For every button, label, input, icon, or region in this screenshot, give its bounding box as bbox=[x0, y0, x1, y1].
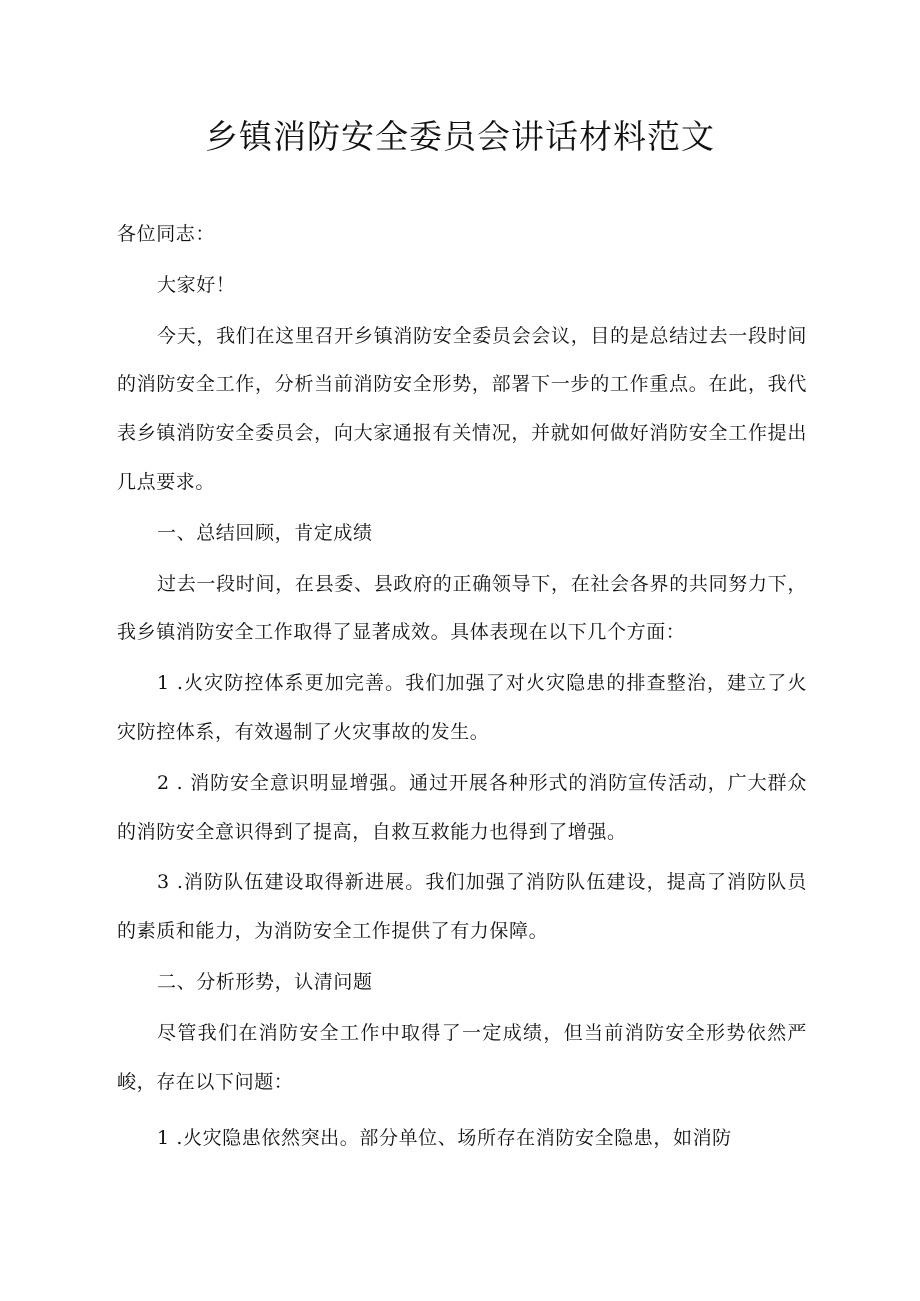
salutation: 各位同志： bbox=[117, 223, 216, 245]
paragraph-situation: 尽管我们在消防安全工作中取得了一定成绩，但当前消防安全形势依然严峻，存在以下问题： bbox=[117, 1021, 807, 1093]
section-heading-2: 二、分析形势，认清问题 bbox=[157, 970, 373, 993]
list-item-3: 3 .消防队伍建设取得新进展。我们加强了消防队伍建设，提高了消防队员的素质和能力，为消防安全工作提供了有力保障。 bbox=[117, 871, 807, 943]
list-item-2: 2 . 消防安全意识明显增强。通过开展各种形式的消防宣传活动，广大群众的消防安全意识得到了提高，自救互救能力也得到了增强。 bbox=[117, 771, 807, 843]
document-body bbox=[117, 210, 807, 1163]
section-heading-1: 一、总结回顾，肯定成绩 bbox=[157, 521, 373, 544]
paragraph-intro: 今天，我们在这里召开乡镇消防安全委员会会议，目的是总结过去一段时间的消防安全工作，分析当前消防安全形势，部署下一步的工作重点。在此，我代表乡镇消防安全委员会，向大家通报有关情况，并就如何做好消防安全工作提出几点要求。 bbox=[117, 324, 807, 493]
document-title: 乡镇消防安全委员会讲话材料范文 bbox=[205, 117, 715, 156]
problem-item-1: 1 .火灾隐患依然突出。部分单位、场所存在消防安全隐患，如消防 bbox=[157, 1127, 732, 1150]
paragraph-review: 过去一段时间，在县委、县政府的正确领导下，在社会各界的共同努力下，我乡镇消防安全工作取得了显著成效。具体表现在以下几个方面： bbox=[117, 572, 807, 644]
list-item-1: 1 .火灾防控体系更加完善。我们加强了对火灾隐患的排查整治，建立了火灾防控体系，有效遏制了火灾事故的发生。 bbox=[117, 672, 807, 743]
greeting: 大家好！ bbox=[157, 273, 236, 296]
